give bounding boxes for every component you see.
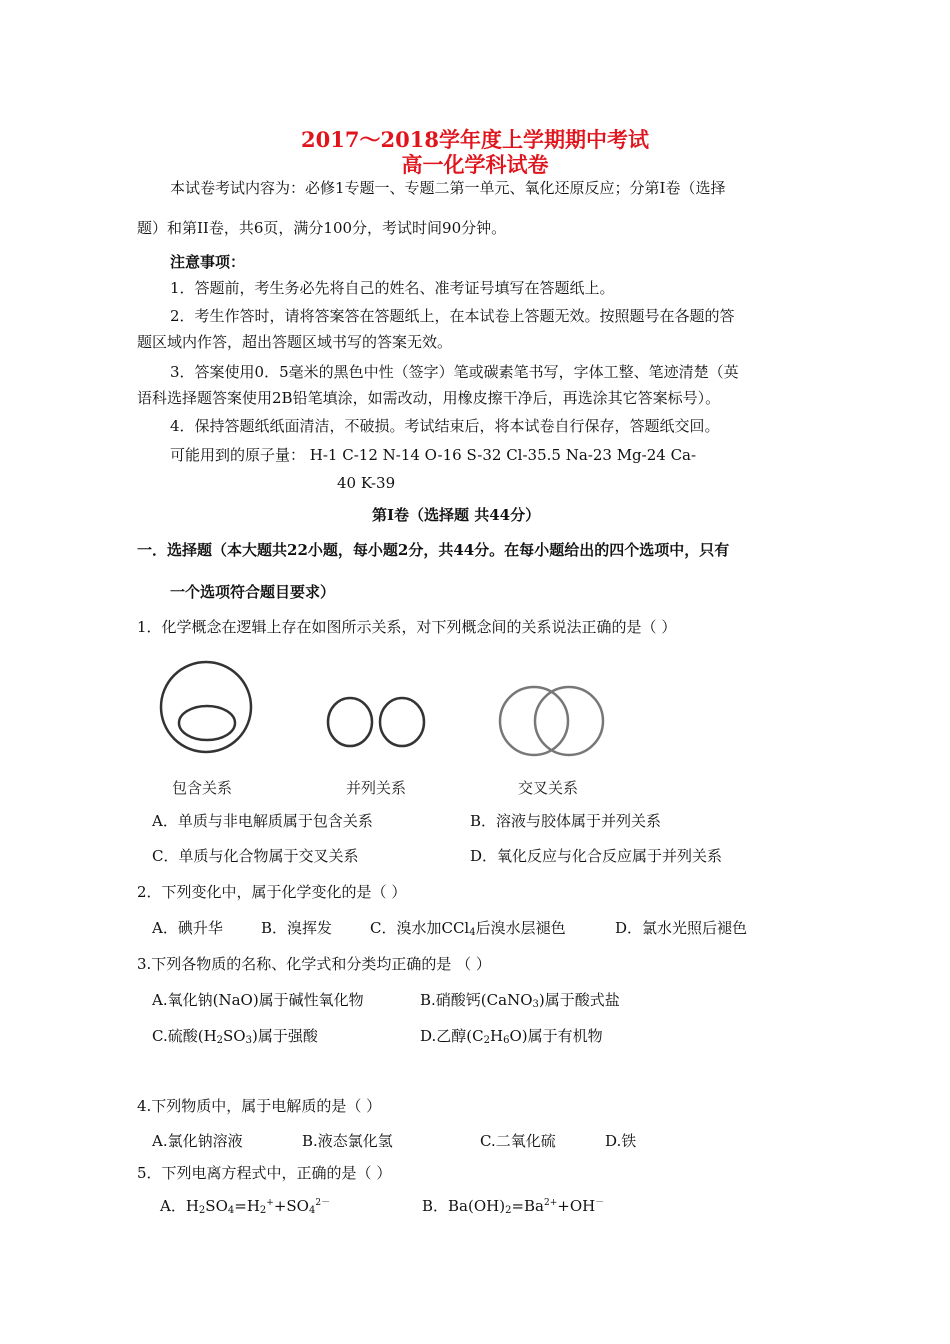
q3-option-d-mid: H [489, 1027, 504, 1045]
q5-option-a-mid-2: =H [234, 1197, 260, 1215]
intersection-diagram [500, 687, 603, 755]
q4-option-d: D.铁 [605, 1132, 637, 1150]
q1-option-b: B．溶液与胶体属于并列关系 [470, 812, 662, 830]
atomic-masses-line-2: 40 K-39 [337, 474, 396, 492]
q3-option-b-text: B.硝酸钙(CaNO [420, 991, 533, 1009]
notice-item-1: 1．答题前，考生务必先将自己的姓名、准考证号填写在答题纸上。 [170, 279, 615, 297]
notice-item-4: 4．保持答题纸纸面清洁，不破损。考试结束后，将本试卷自行保存，答题纸交回。 [170, 417, 720, 435]
q1-option-c: C．单质与化合物属于交叉关系 [152, 847, 359, 865]
q3-option-c [152, 1026, 318, 1051]
exam-title: 2017～2018学年度上学期期中考试 [301, 127, 649, 152]
q3-option-a: A.氧化钠(NaO)属于碱性氧化物 [152, 991, 364, 1009]
q3-option-c-text: C.硫酸(H [152, 1027, 217, 1045]
parallel-right-circle [380, 698, 424, 746]
q3-option-c-rest: )属于强酸 [251, 1027, 318, 1045]
q3-option-d-rest: O)属于有机物 [509, 1027, 603, 1045]
q5-option-b-rest: +OH [557, 1197, 596, 1215]
q5-stem: 5．下列电离方程式中，正确的是（ ） [137, 1164, 392, 1182]
q5-option-b-text: B．Ba(OH) [422, 1197, 506, 1215]
q5-option-a-sub-4: 4 [308, 1205, 316, 1216]
q5-option-a-sub-3: 2 [259, 1205, 267, 1216]
q2-option-b: B．溴挥发 [261, 919, 333, 937]
q2-option-c-text: C．溴水加CCl [370, 919, 470, 937]
exam-subtitle: 高一化学科试卷 [401, 152, 549, 177]
q5-option-a-mid-3: +SO [273, 1197, 309, 1215]
q3-option-b [420, 990, 620, 1015]
q5-option-a [160, 1193, 330, 1221]
notice-heading: 注意事项： [170, 253, 246, 271]
intro-line-2: 题）和第II卷，共6页，满分100分，考试时间90分钟。 [137, 219, 507, 237]
q3-option-c-mid: SO [223, 1027, 246, 1045]
fig-label-parallel: 并列关系 [346, 779, 407, 797]
fig-label-intersection: 交叉关系 [518, 779, 579, 797]
atomic-masses-line-1: 可能用到的原子量： H-1 C-12 N-14 O-16 S-32 Cl-35.5 Na-23 Mg-24 Ca- [170, 446, 697, 464]
notice-item-3-line-1: 3．答案使用0．5毫米的黑色中性（签字）笔或碳素笔书写，字体工整、笔迹清楚（英 [170, 363, 739, 381]
notice-item-2-line-2: 题区域内作答，超出答题区域书写的答案无效。 [137, 333, 453, 351]
q3-option-b-rest: )属于酸式盐 [538, 991, 620, 1009]
intro-line-1: 本试卷考试内容为：必修1专题一、专题二第一单元、氧化还原反应；分第I卷（选择 [170, 179, 726, 197]
q2-stem: 2．下列变化中，属于化学变化的是（ ） [137, 883, 407, 901]
part1-heading: 第I卷（选择题 共44分） [372, 506, 541, 524]
q5-option-b [422, 1193, 604, 1221]
parallel-left-circle [328, 698, 372, 746]
q5-option-a-sup-1: + [266, 1198, 274, 1208]
containment-inner-ellipse [179, 706, 235, 740]
q5-option-a-text: A．H [160, 1197, 199, 1215]
q2-option-c-rest: 后溴水层褪色 [475, 919, 566, 937]
q4-stem: 4.下列物质中，属于电解质的是（ ） [137, 1097, 382, 1115]
q5-option-a-mid-1: SO [205, 1197, 228, 1215]
q2-option-a: A．碘升华 [152, 919, 223, 937]
q4-option-c: C.二氧化硫 [480, 1132, 556, 1150]
section-instruction-line-1: 一．选择题（本大题共22小题，每小题2分，共44分。在每小题给出的四个选项中，只有 [137, 541, 730, 559]
q2-option-d: D．氯水光照后褪色 [615, 919, 748, 937]
q5-option-b-sup-1: 2+ [544, 1198, 558, 1208]
q3-option-d-sub-1: 2 [483, 1035, 490, 1046]
q4-option-b: B.液态氯化氢 [302, 1132, 393, 1150]
q5-option-a-sup-2: 2－ [315, 1198, 331, 1208]
q5-option-b-sub: 2 [505, 1205, 512, 1216]
q5-option-b-mid: =Ba [511, 1197, 544, 1215]
q2-option-c [370, 918, 566, 943]
containment-diagram [161, 662, 251, 752]
q3-option-b-sub: 3 [532, 999, 539, 1010]
q3-option-c-sub-2: 3 [245, 1035, 252, 1046]
q4-option-a: A.氯化钠溶液 [152, 1132, 243, 1150]
q1-relation-diagrams [150, 655, 620, 770]
q1-option-d: D．氧化反应与化合反应属于并列关系 [470, 847, 723, 865]
q5-option-a-sub-2: 4 [227, 1205, 235, 1216]
notice-item-3-line-2: 语科选择题答案使用2B铅笔填涂，如需改动，用橡皮擦干净后，再选涂其它答案标号）。 [137, 389, 721, 407]
q2-option-c-sub: 4 [469, 927, 476, 938]
q3-option-c-sub-1: 2 [216, 1035, 224, 1046]
q3-option-d-text: D.乙醇(C [420, 1027, 484, 1045]
q1-option-a: A．单质与非电解质属于包含关系 [152, 812, 373, 830]
q5-option-b-sup-2: － [595, 1198, 605, 1208]
parallel-diagram [328, 698, 424, 746]
notice-item-2-line-1: 2．考生作答时，请将答案答在答题纸上，在本试卷上答题无效。按照题号在各题的答 [170, 307, 735, 325]
q3-stem: 3.下列各物质的名称、化学式和分类均正确的是 （ ） [137, 955, 491, 973]
q3-option-d [420, 1026, 603, 1051]
fig-label-containment: 包含关系 [172, 779, 233, 797]
section-instruction-line-2: 一个选项符合题目要求） [170, 583, 336, 601]
q5-option-a-sub-1: 2 [198, 1205, 206, 1216]
q3-option-d-sub-2: 6 [503, 1035, 510, 1046]
q1-stem: 1．化学概念在逻辑上存在如图所示关系，对下列概念间的关系说法正确的是（ ） [137, 618, 677, 636]
